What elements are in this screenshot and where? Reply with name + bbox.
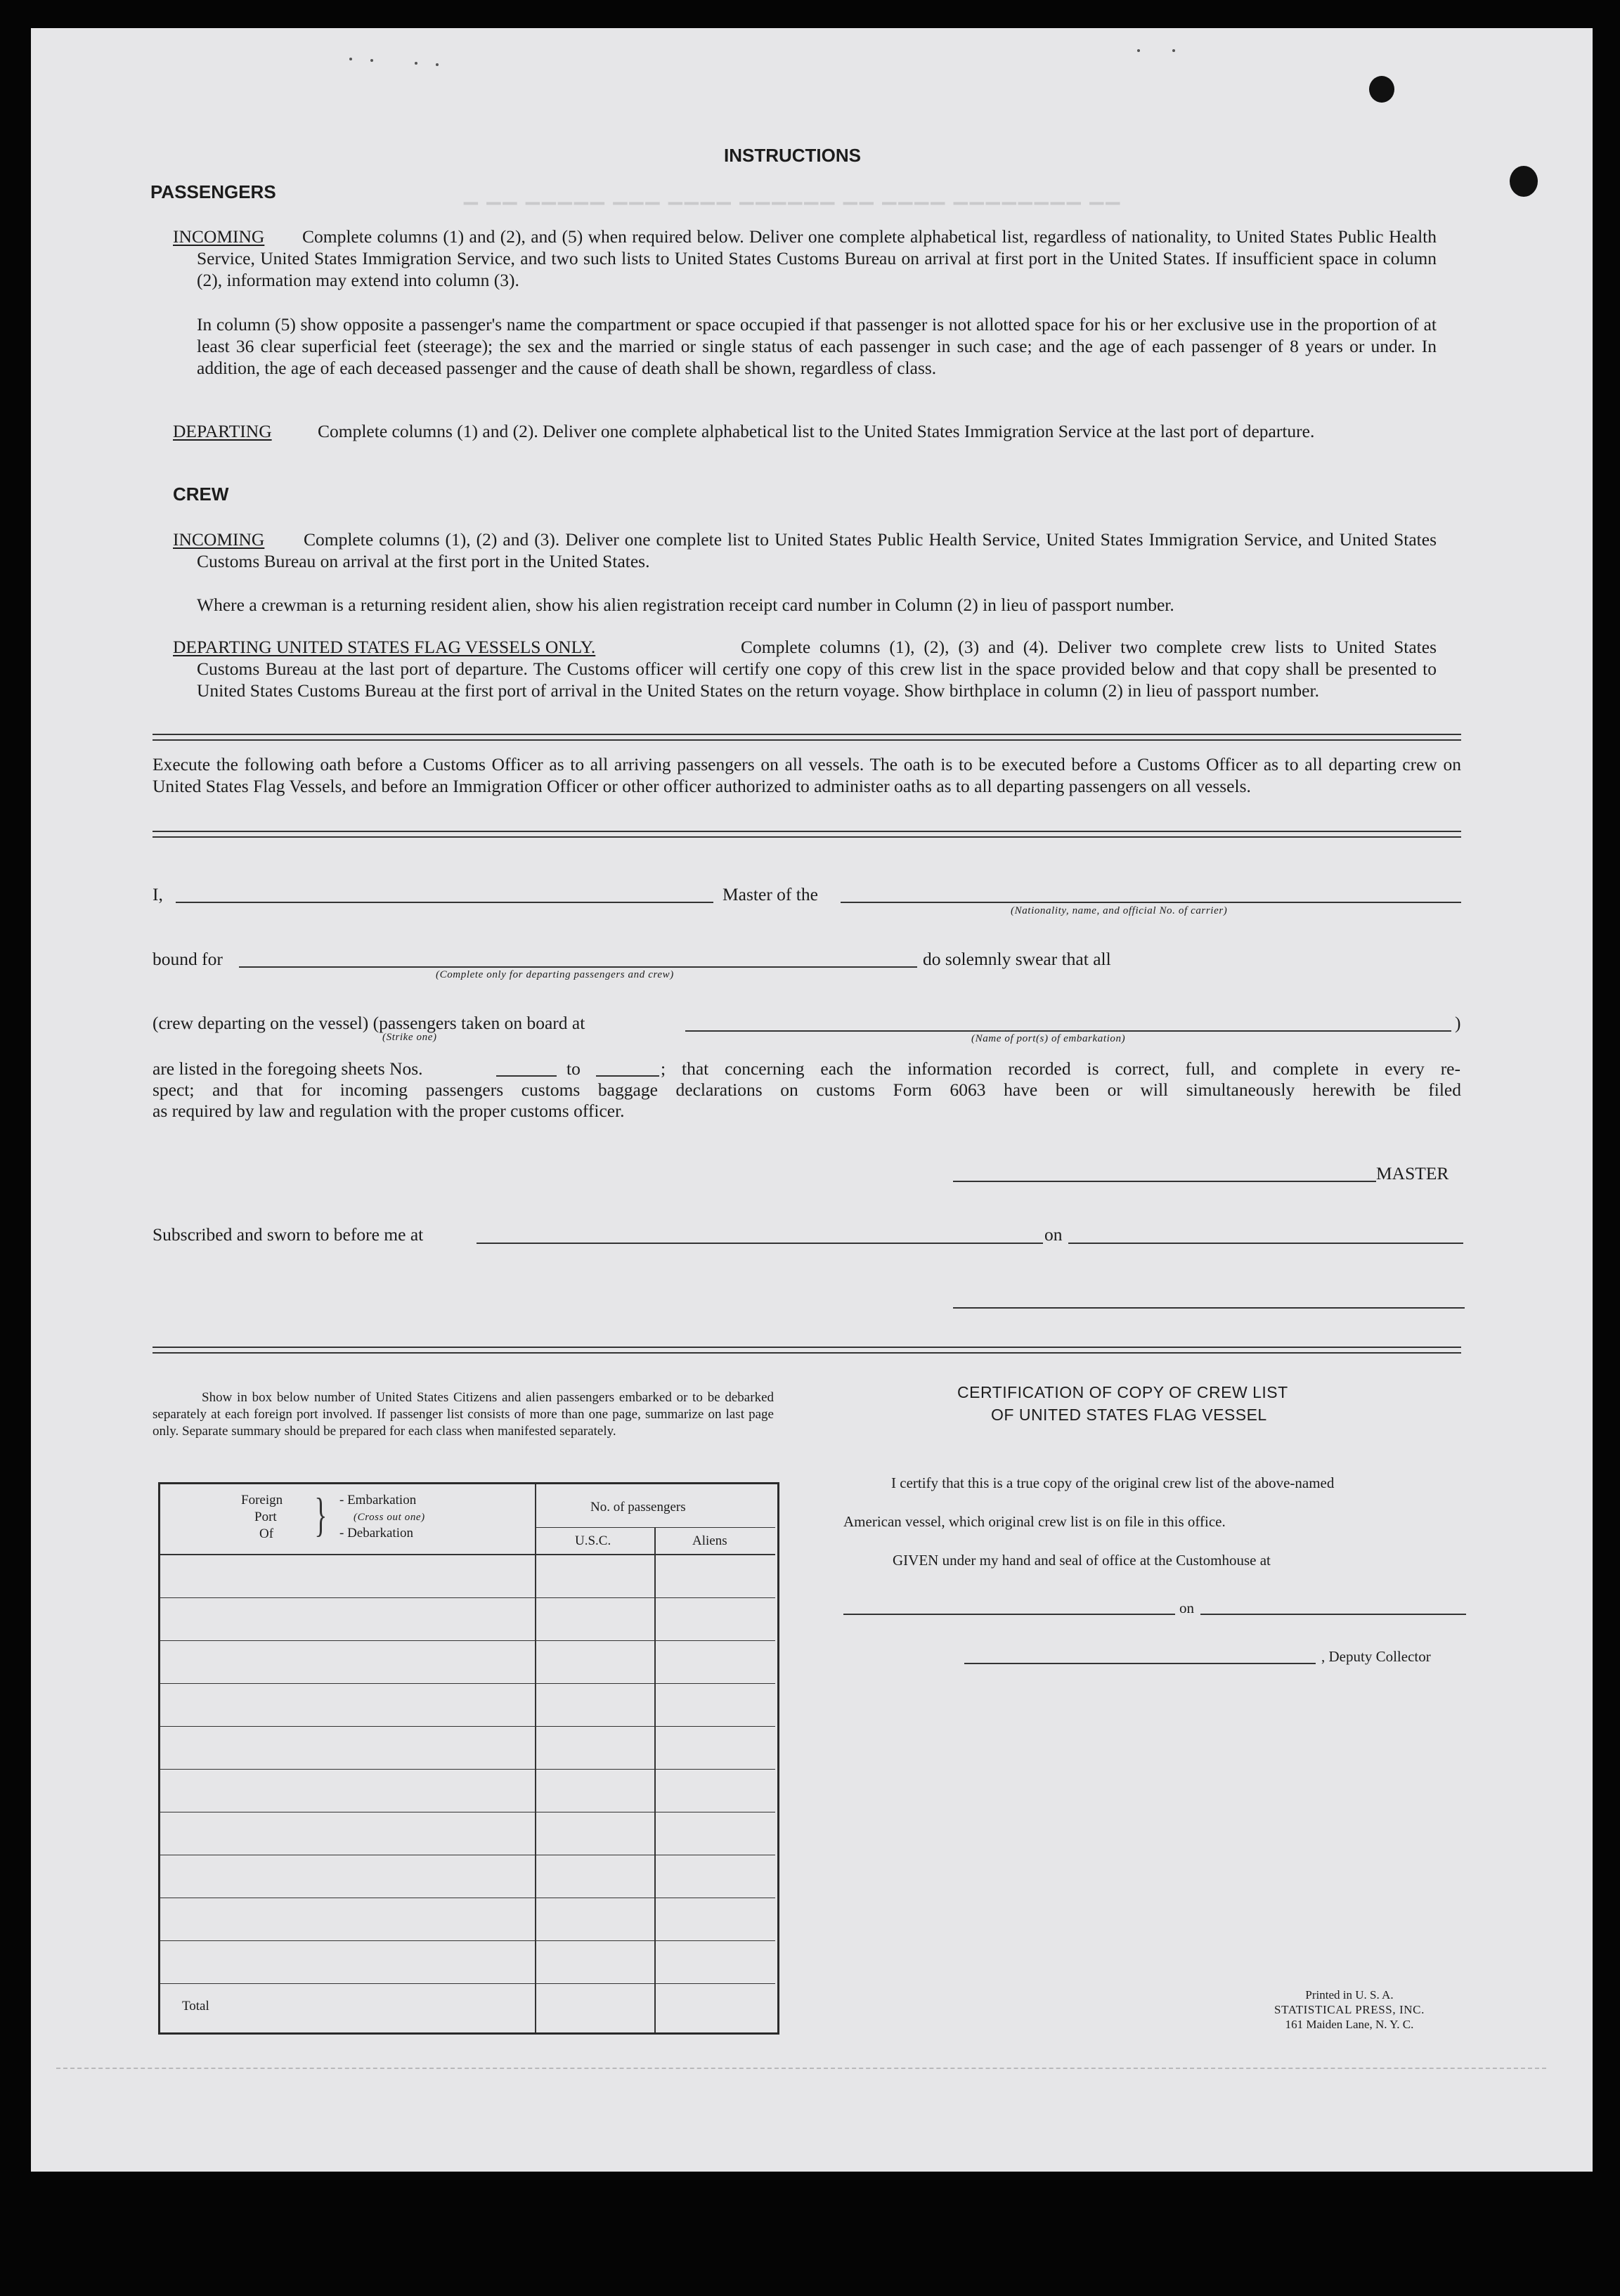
- sheets-text-3-body: spect; and that for incoming passengers customs baggage declarations on customs Form 6063 have been or will simultaneously herewith be filed: [153, 1079, 1461, 1100]
- swear-text: do solemnly swear that all: [923, 949, 1111, 969]
- port-label-foreign: Foreign: [241, 1493, 283, 1507]
- printer-imprint: [1237, 1987, 1462, 2032]
- passengers-departing-label: DEPARTING: [173, 421, 272, 441]
- master-of-the-label: Master of the: [722, 884, 818, 904]
- table-col-divider: [654, 1527, 656, 2032]
- passengers-incoming-label: INCOMING: [173, 226, 265, 247]
- table-col-divider: [535, 1484, 536, 2032]
- column5-body: In column (5) show opposite a passenger's name the compartment or space occupied if that passenger is not allotted space for his or her exclusive use in the proportion of at least 36 clear superficial feet (steerage); the sex and the married or single status of each passenger in such case; and the age of each passenger of 8 years or under. In addition, the age of each deceased passenger and the cause of death shall be shown, regardless of class.: [197, 314, 1437, 378]
- passengers-incoming-body: Complete columns (1) and (2), and (5) when required below. Deliver one complete alphabetical list, regardless of nationality, to United States Public Health Service, United States Immigration Service, and two such lists to United States Customs Bureau on arrival at first port in the United States. If insufficient space in column (2), information may extend into column (3).: [197, 226, 1437, 290]
- bound-for-caption: (Complete only for departing passengers and crew): [436, 969, 674, 980]
- crew-incoming-label: INCOMING: [173, 529, 265, 550]
- crew-incoming-text: [197, 528, 1437, 572]
- ports-field[interactable]: [685, 1030, 1451, 1032]
- sheets-text-4: as required by law and regulation with the proper customs officer.: [153, 1101, 625, 1121]
- certification-on-label: on: [1179, 1600, 1194, 1616]
- table-row-line: [160, 1940, 775, 1941]
- sheets-from-field[interactable]: [496, 1075, 557, 1077]
- oath-intro: [153, 753, 1461, 797]
- divider: [153, 1347, 1461, 1354]
- punch-hole: [1369, 76, 1394, 103]
- bound-for-label: bound for: [153, 949, 223, 969]
- printer-line-3: 161 Maiden Lane, N. Y. C.: [1285, 2018, 1414, 2031]
- crew-passengers-text: (crew departing on the vessel) (passengers taken on board at: [153, 1013, 585, 1033]
- close-paren: ): [1455, 1013, 1461, 1033]
- table-row-line: [160, 1640, 775, 1641]
- crewman-body: Where a crewman is a returning resident alien, show his alien registration receipt card number in Column (2) in lieu of passport number.: [197, 595, 1174, 615]
- passengers-departing-body: Complete columns (1) and (2). Deliver one complete alphabetical list to the United States Immigration Service at the last port of departure.: [318, 421, 1315, 441]
- subscribed-date-field[interactable]: [1068, 1243, 1463, 1244]
- sheets-text-2: [661, 1058, 1460, 1079]
- certification-line-1: I certify that this is a true copy of the original crew list of the above-named: [891, 1474, 1335, 1491]
- crewman-text: [197, 594, 1437, 616]
- carrier-caption: (Nationality, name, and official No. of carrier): [1011, 905, 1228, 916]
- summary-instructions: [153, 1389, 774, 1440]
- table-row-line: [160, 1983, 775, 1984]
- passengers-departing-text: [197, 420, 1437, 442]
- total-label: Total: [182, 1999, 209, 2013]
- master-label: MASTER: [1376, 1163, 1449, 1183]
- crew-departing-label: DEPARTING UNITED STATES FLAG VESSELS ONLY.: [173, 637, 596, 657]
- officer-signature-field[interactable]: [953, 1307, 1465, 1309]
- divider: [153, 734, 1461, 741]
- sheets-to-label: to: [566, 1058, 581, 1079]
- speck: [349, 58, 352, 60]
- passengers-heading: PASSENGERS: [150, 181, 276, 202]
- crew-departing-body: Complete columns (1), (2), (3) and (4). Deliver two complete crew lists to United States Customs Bureau at the last port of departure. The Customs officer will certify one copy of this crew list in the space provided below and that copy shall be presented to United States Customs Bureau at the first port of arrival in the United States on the return voyage. Show birthplace in column (2) in lieu of passport number.: [197, 637, 1437, 701]
- cross-out-caption: (Cross out one): [354, 1512, 425, 1523]
- sheets-text-1: are listed in the foregoing sheets Nos.: [153, 1058, 423, 1079]
- subscribed-on-label: on: [1044, 1224, 1063, 1245]
- debarkation-label: - Debarkation: [339, 1526, 413, 1541]
- speck: [415, 62, 417, 65]
- master-signature-field[interactable]: [953, 1181, 1376, 1182]
- deputy-signature-field[interactable]: [964, 1663, 1316, 1664]
- table-header-bottom: [160, 1554, 775, 1555]
- speck: [1137, 49, 1140, 52]
- table-row-line: [160, 1683, 775, 1684]
- certification-line-2: American vessel, which original crew list is on file in this office.: [843, 1513, 1226, 1530]
- oath-i-label: I,: [153, 884, 163, 904]
- passengers-incoming-text: [197, 226, 1437, 291]
- ports-caption: (Name of port(s) of embarkation): [971, 1033, 1126, 1044]
- sheets-text-2-body: ; that concerning each the information recorded is correct, full, and complete in every re-: [661, 1058, 1460, 1079]
- table-header-line: [536, 1527, 775, 1528]
- customhouse-field[interactable]: [843, 1614, 1175, 1615]
- strike-caption: (Strike one): [382, 1032, 437, 1043]
- speck: [370, 59, 373, 62]
- speck: [1172, 49, 1175, 52]
- bleed-through: ▁ ▁▁ ▁▁▁▁▁ ▁▁▁ ▁▁▁▁ ▁▁▁▁▁▁ ▁▁ ▁▁▁▁ ▁▁▁▁▁▁▁▁ ▁▁: [464, 184, 1122, 205]
- sheets-to-field[interactable]: [596, 1075, 659, 1077]
- deputy-collector-label: , Deputy Collector: [1321, 1648, 1431, 1665]
- printer-line-1: Printed in U. S. A.: [1305, 1988, 1394, 2002]
- brace-icon: }: [314, 1488, 328, 1541]
- port-label-port: Port: [254, 1510, 277, 1524]
- embarkation-label: - Embarkation: [339, 1493, 417, 1507]
- table-row-line: [160, 1769, 775, 1770]
- subscribed-label: Subscribed and sworn to before me at: [153, 1224, 424, 1245]
- aliens-header: Aliens: [692, 1533, 727, 1548]
- table-row-line: [160, 1597, 775, 1598]
- crew-heading: CREW: [173, 484, 229, 505]
- passenger-summary-table: [158, 1482, 779, 2035]
- table-row-line: [160, 1726, 775, 1727]
- speck: [436, 63, 439, 66]
- certification-title-1: CERTIFICATION OF COPY OF CREW LIST: [957, 1383, 1288, 1401]
- no-of-passengers-header: No. of passengers: [590, 1500, 686, 1515]
- divider: [153, 831, 1461, 838]
- certification-title-2: OF UNITED STATES FLAG VESSEL: [991, 1406, 1267, 1424]
- crew-departing-text: [197, 636, 1437, 701]
- port-label-of: Of: [259, 1526, 274, 1541]
- column5-text: [197, 313, 1437, 379]
- sheets-text-3: [153, 1079, 1461, 1101]
- punch-hole: [1510, 166, 1538, 197]
- carrier-field[interactable]: [841, 902, 1461, 903]
- page-title: INSTRUCTIONS: [724, 145, 861, 166]
- summary-instructions-body: Show in box below number of United States Citizens and alien passengers embarked or to be debarked separately at each foreign port involved. If passenger list consists of more than one page, summarize on last page only. Separate summary should be prepared for each class when manifested separately.: [153, 1390, 774, 1439]
- scan-line: [56, 2068, 1546, 2069]
- certification-date-field[interactable]: [1200, 1614, 1466, 1615]
- bound-for-field[interactable]: [239, 966, 917, 968]
- subscribed-place-field[interactable]: [477, 1243, 1043, 1244]
- crew-incoming-body: Complete columns (1), (2) and (3). Deliver one complete list to United States Public Health Service, United States Immigration Service, and United States Customs Bureau on arrival at the first port in the United States.: [197, 529, 1437, 571]
- master-name-field[interactable]: [176, 902, 713, 903]
- usc-header: U.S.C.: [575, 1533, 611, 1548]
- oath-intro-body: Execute the following oath before a Customs Officer as to all arriving passengers on all vessels. The oath is to be executed before a Customs Officer as to all departing crew on United States Flag Vessels, and before an Immigration Officer or other officer authorized to administer oaths as to all departing passengers on all vessels.: [153, 754, 1461, 796]
- printer-line-2: STATISTICAL PRESS, INC.: [1274, 2003, 1425, 2016]
- certification-line-3: GIVEN under my hand and seal of office at the Customhouse at: [893, 1552, 1271, 1569]
